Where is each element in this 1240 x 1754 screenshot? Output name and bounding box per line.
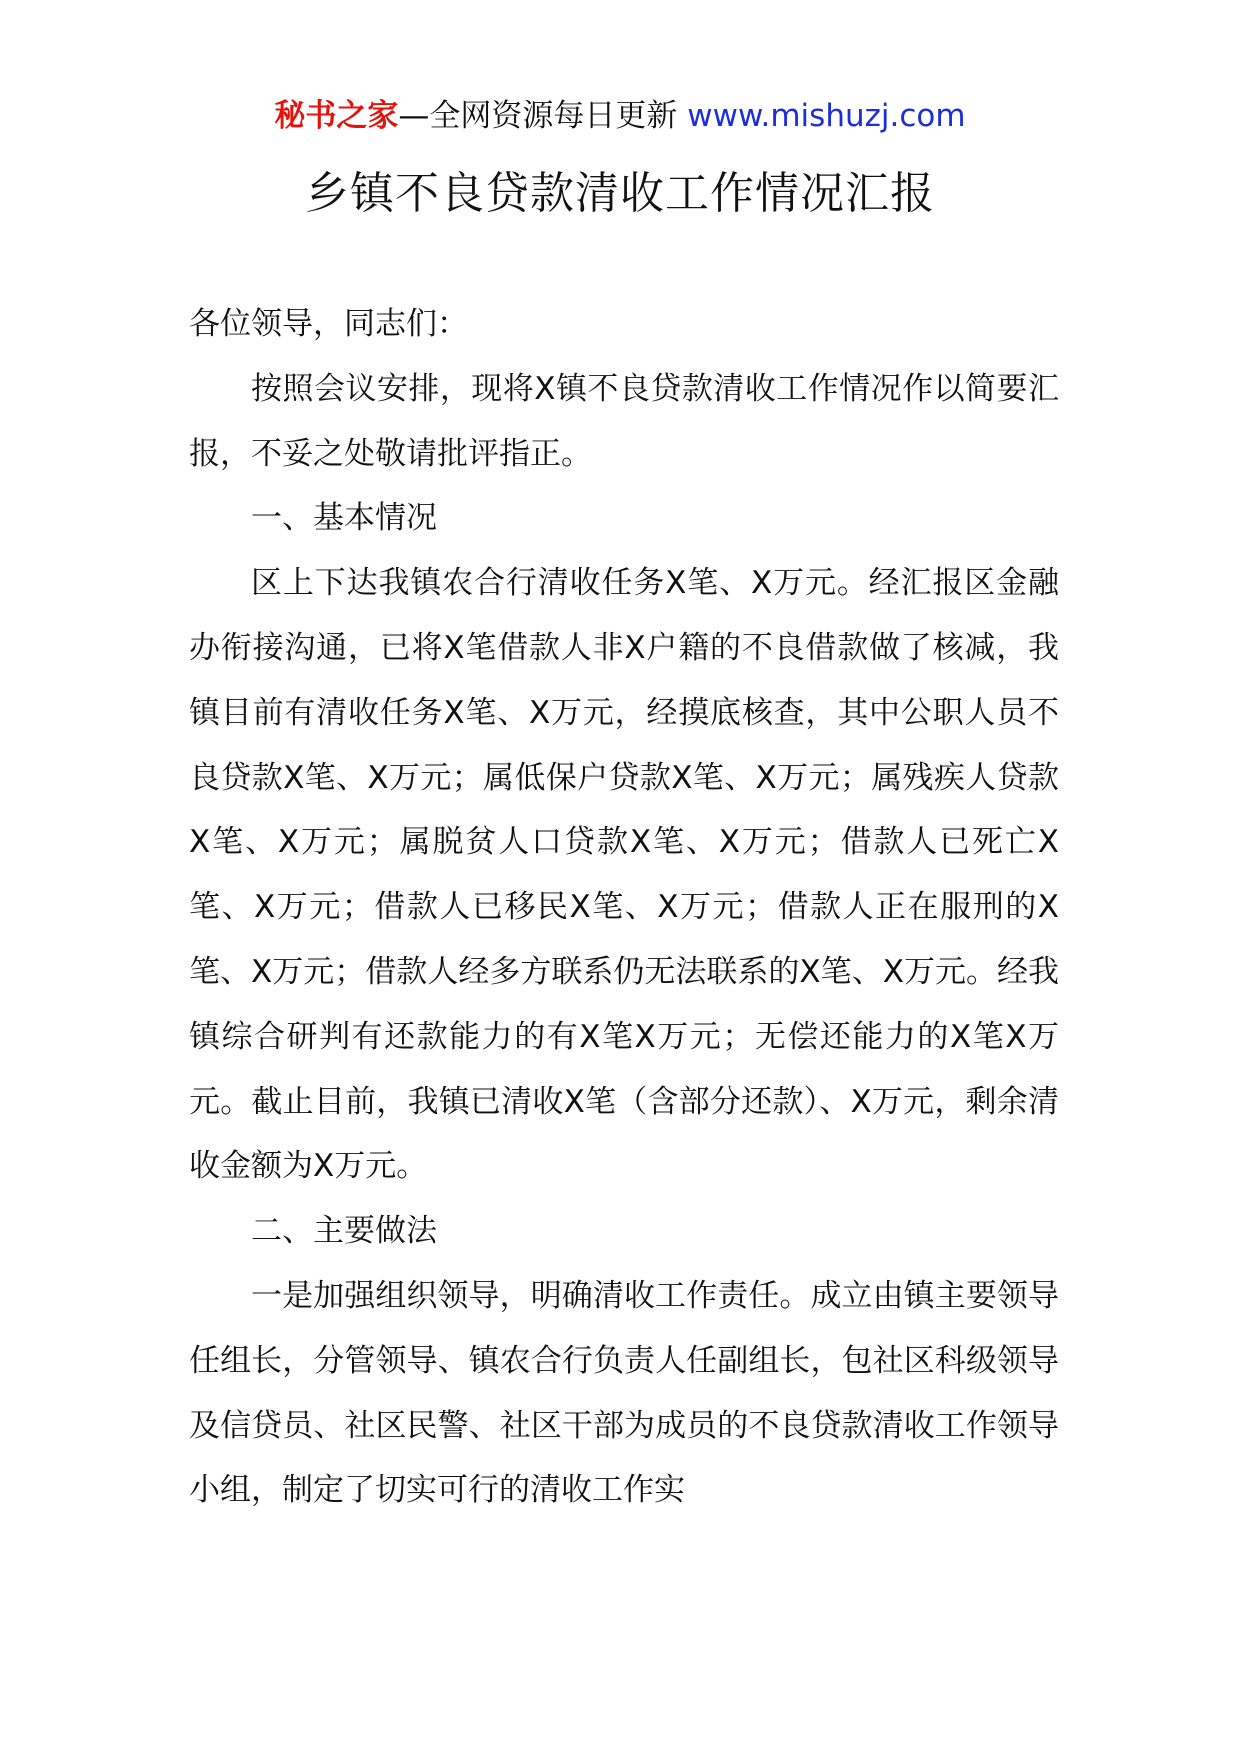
brand-slogan: —全网资源每日更新 bbox=[398, 98, 678, 134]
document-body bbox=[189, 292, 1059, 1523]
salutation: 各位领导，同志们： bbox=[189, 306, 468, 342]
section-heading-basic-situation: 一、基本情况 bbox=[251, 500, 437, 537]
site-banner bbox=[0, 96, 1240, 136]
main-practices-paragraph: 一是加强组织领导，明确清收工作责任。成立由镇主要领导任组长，分管领导、镇农合行负责人任副组长，包社区科级领导及信贷员、社区民警、社区干部为成员的不良贷款清收工作领导小组，制定了切实可行的清收工作实 bbox=[189, 1277, 1059, 1509]
intro-paragraph: 按照会议安排，现将X镇不良贷款清收工作情况作以简要汇报，不妥之处敬请批评指正。 bbox=[189, 370, 1059, 472]
document-title: 乡镇不良贷款清收工作情况汇报 bbox=[305, 168, 935, 219]
basic-situation-paragraph: 区上下达我镇农合行清收任务X笔、X万元。经汇报区金融办衔接沟通，已将X笔借款人非X户籍的不良借款做了核减，我镇目前有清收任务X笔、X万元，经摸底核查，其中公职人员不良贷款X笔、X万元；属低保户贷款X笔、X万元；属残疾人贷款X笔、X万元；属脱贫人口贷款X笔、X万元；借款人已死亡X笔、X万元；借款人已移民X笔、X万元；借款人正在服刑的X笔、X万元；借款人经多方联系仍无法联系的X笔、X万元。经我镇综合研判有还款能力的有X笔X万元；无偿还能力的X笔X万元。截止目前，我镇已清收X笔（含部分还款）、X万元，剩余清收金额为X万元。 bbox=[189, 565, 1059, 1185]
site-url-link[interactable]: www.mishuzj.com bbox=[687, 98, 966, 134]
section-heading-main-practices: 二、主要做法 bbox=[251, 1213, 437, 1250]
brand-name: 秘书之家 bbox=[274, 98, 399, 134]
